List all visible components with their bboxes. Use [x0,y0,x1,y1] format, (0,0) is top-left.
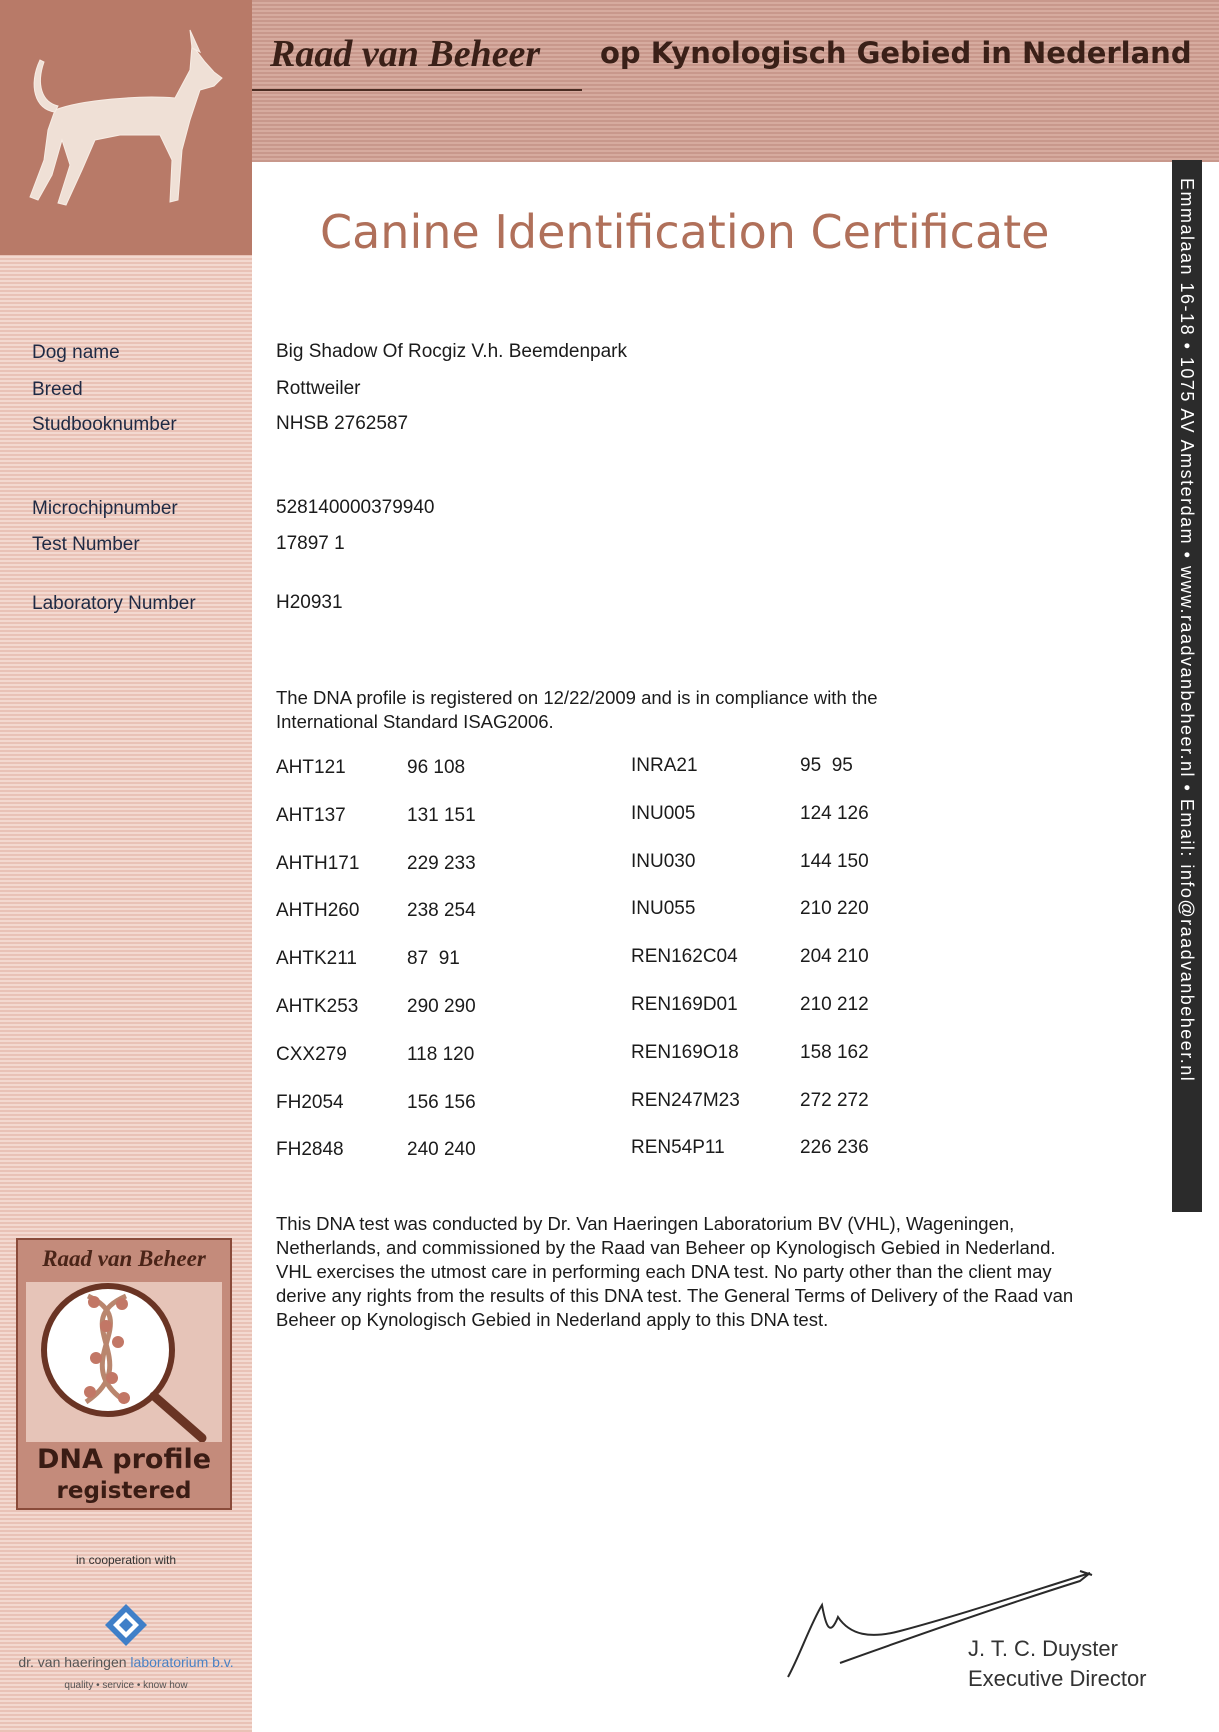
signatory-role: Executive Director [968,1666,1147,1691]
cooperation-label: in cooperation with [75,1553,177,1567]
label-breed: Breed [32,379,83,400]
badge-registered-text: registered [56,1478,192,1504]
label-test-number: Test Number [32,534,140,555]
locus-marker: AHTK211 [276,948,357,969]
locus-alleles: 210 220 [800,898,869,919]
left-sidebar [0,255,252,1732]
locus-marker: REN169O18 [631,1042,739,1063]
locus-alleles: 210 212 [800,994,869,1015]
locus-marker: CXX279 [276,1044,347,1065]
locus-alleles: 229 233 [407,853,476,874]
certificate-title: Canine Identification Certificate [320,205,1050,259]
locus-alleles: 226 236 [800,1137,869,1158]
locus-marker: AHTH260 [276,900,360,921]
logo-panel [0,0,252,255]
locus-marker: AHT137 [276,805,346,826]
locus-marker: INU005 [631,803,696,824]
locus-marker: REN247M23 [631,1090,740,1111]
label-lab-number: Laboratory Number [32,593,196,614]
value-breed: Rottweiler [276,378,361,399]
locus-marker: REN162C04 [631,946,738,967]
org-name-italic: Raad van Beheer [270,33,541,75]
locus-marker: REN54P11 [631,1137,725,1158]
locus-alleles: 144 150 [800,851,869,872]
dna-statement: The DNA profile is registered on 12/22/2009 and is in compliance with the International Standard ISAG2006. [276,687,878,732]
value-test-number: 17897 1 [276,533,345,554]
signatory-name: J. T. C. Duyster [968,1636,1118,1661]
locus-marker: AHT121 [276,757,346,778]
label-microchip: Microchipnumber [32,498,178,519]
locus-marker: FH2054 [276,1092,344,1113]
locus-marker: INU055 [631,898,696,919]
locus-alleles: 156 156 [407,1092,476,1113]
locus-alleles: 158 162 [800,1042,869,1063]
dna-magnifier-icon [26,1282,222,1442]
badge-title: Raad van Beheer [42,1246,206,1271]
locus-alleles: 124 126 [800,803,869,824]
locus-alleles: 131 151 [407,805,476,826]
address-text: Emmalaan 16-18 • 1075 AV Amsterdam • www.raadvanbeheer.nl • Email: info@raadvanbeheer.nl [1177,178,1197,1083]
locus-marker: AHTK253 [276,996,359,1017]
badge-image-area [26,1282,222,1442]
locus-marker: AHTH171 [276,853,360,874]
lab-name [0,1654,252,1670]
header-underline [252,89,582,91]
value-microchip: 528140000379940 [276,497,435,518]
locus-marker: FH2848 [276,1139,344,1160]
lab-name-prefix: dr. van haeringen [18,1654,131,1670]
org-name-rest: op Kynologisch Gebied in Nederland [600,36,1192,70]
dog-logo-icon [0,0,252,255]
locus-alleles: 272 272 [800,1090,869,1111]
locus-alleles: 290 290 [407,996,476,1017]
locus-alleles: 95 95 [800,755,853,776]
value-studbook: NHSB 2762587 [276,413,409,434]
lab-tagline: quality • service • know how [64,1680,188,1691]
dna-badge [16,1238,232,1510]
locus-alleles: 118 120 [407,1044,475,1065]
label-studbook: Studbooknumber [32,414,177,435]
value-lab-number: H20931 [276,592,343,613]
lab-name-suffix: laboratorium b.v. [130,1654,234,1670]
locus-alleles: 96 108 [407,757,466,778]
locus-marker: INU030 [631,851,696,872]
locus-alleles: 87 91 [407,948,460,969]
locus-alleles: 240 240 [407,1139,476,1160]
locus-alleles: 204 210 [800,946,869,967]
locus-alleles: 238 254 [407,900,476,921]
badge-dna-text: DNA profile [36,1444,212,1475]
value-dog-name: Big Shadow Of Rocgiz V.h. Beemdenpark [276,341,627,362]
lab-logo-icon [103,1602,149,1648]
disclaimer-text: This DNA test was conducted by Dr. Van Haeringen Laboratorium BV (VHL), Wageningen, Netherlands, and commissioned by the Raad van Beheer op Kynologisch Gebied in Nederland. VHL exercises the utmost care in performing each DNA test. No party other than the client may derive any rights from the results of this DNA test. The General Terms of Delivery of the Raad van Beheer op Kynologisch Gebied in Nederland apply to this DNA test. [276,1213,1074,1330]
locus-marker: INRA21 [631,755,698,776]
label-dog-name: Dog name [32,342,120,363]
locus-marker: REN169D01 [631,994,738,1015]
